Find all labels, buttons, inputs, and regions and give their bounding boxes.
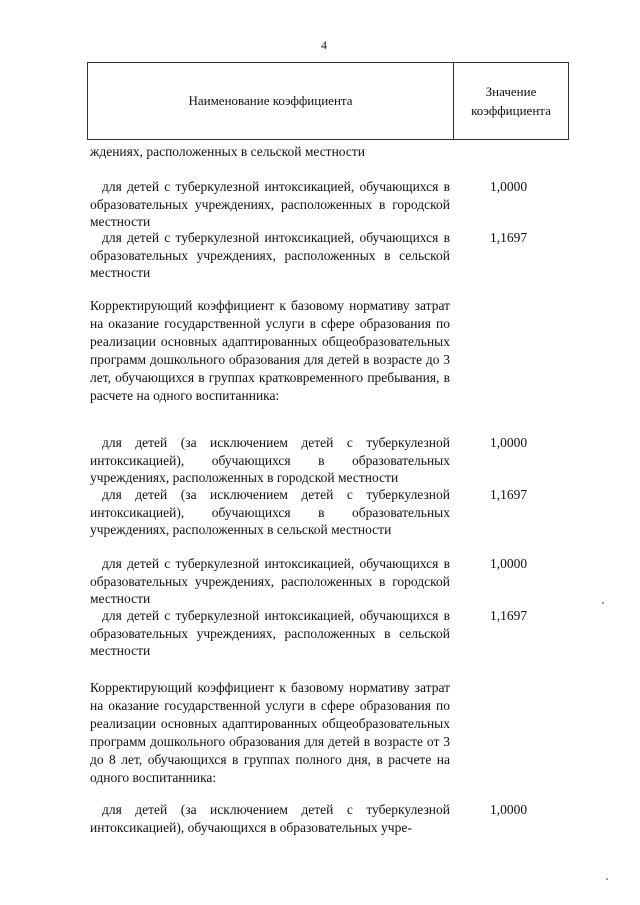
coefficient-section-title: Корректирующий коэффициент к базовому нормативу затрат на оказание государственной услуги в сфере образования по реализации основных адаптированных общеобразовательных программ дошкольного образования для детей в возрасте от 3 до 8 лет, обучающихся в группах полного дня, в расчете на одного воспитанника: xyxy=(90,680,450,785)
coefficient-name: для детей (за исключением детей с туберкулезной интоксикацией), обучающихся в образовательных учреждениях, расположенных в сельской местности xyxy=(90,487,450,537)
coefficient-name: для детей с туберкулезной интоксикацией, обучающихся в образовательных учреждениях, расположенных в городской местности xyxy=(90,179,450,229)
page-number: 4 xyxy=(321,38,327,52)
coefficient-value: 1,1697 xyxy=(490,608,528,623)
header-coefficient-name: Наименование коэффициента xyxy=(88,63,454,139)
header-value-line1: Значение xyxy=(485,84,537,99)
coefficient-name: для детей (за исключением детей с туберкулезной интоксикацией), обучающихся в образовательных учре- xyxy=(90,802,450,835)
table-header xyxy=(87,62,569,140)
coefficient-section-title: Корректирующий коэффициент к базовому нормативу затрат на оказание государственной услуги в сфере образования по реализации основных адаптированных общеобразовательных программ дошкольного образования для детей в возрасте до 3 лет, обучающихся в группах кратковременного пребывания, в расчете на одного воспитанника: xyxy=(90,298,450,403)
coefficient-name: для детей с туберкулезной интоксикацией, обучающихся в образовательных учреждениях, расположенных в сельской местности xyxy=(90,608,450,658)
coefficient-value: 1,0000 xyxy=(490,802,528,817)
scan-speck xyxy=(602,602,604,604)
coefficient-value: 1,0000 xyxy=(490,179,528,194)
coefficient-name: для детей (за исключением детей с туберкулезной интоксикацией), обучающихся в образовательных учреждениях, расположенных в городской местности xyxy=(90,435,450,485)
coefficient-name: для детей с туберкулезной интоксикацией, обучающихся в образовательных учреждениях, расположенных в городской местности xyxy=(90,556,450,606)
header-coefficient-value xyxy=(454,63,568,139)
coefficient-value: 1,0000 xyxy=(490,435,528,450)
header-value-line2: коэффициента xyxy=(471,103,551,118)
coefficient-value: 1,1697 xyxy=(490,230,528,245)
coefficient-value: 1,0000 xyxy=(490,556,528,571)
scan-speck xyxy=(606,878,608,880)
coefficient-name: ждениях, расположенных в сельской местности xyxy=(90,144,366,159)
coefficient-value: 1,1697 xyxy=(490,487,528,502)
coefficient-name: для детей с туберкулезной интоксикацией, обучающихся в образовательных учреждениях, расположенных в сельской местности xyxy=(90,230,450,280)
